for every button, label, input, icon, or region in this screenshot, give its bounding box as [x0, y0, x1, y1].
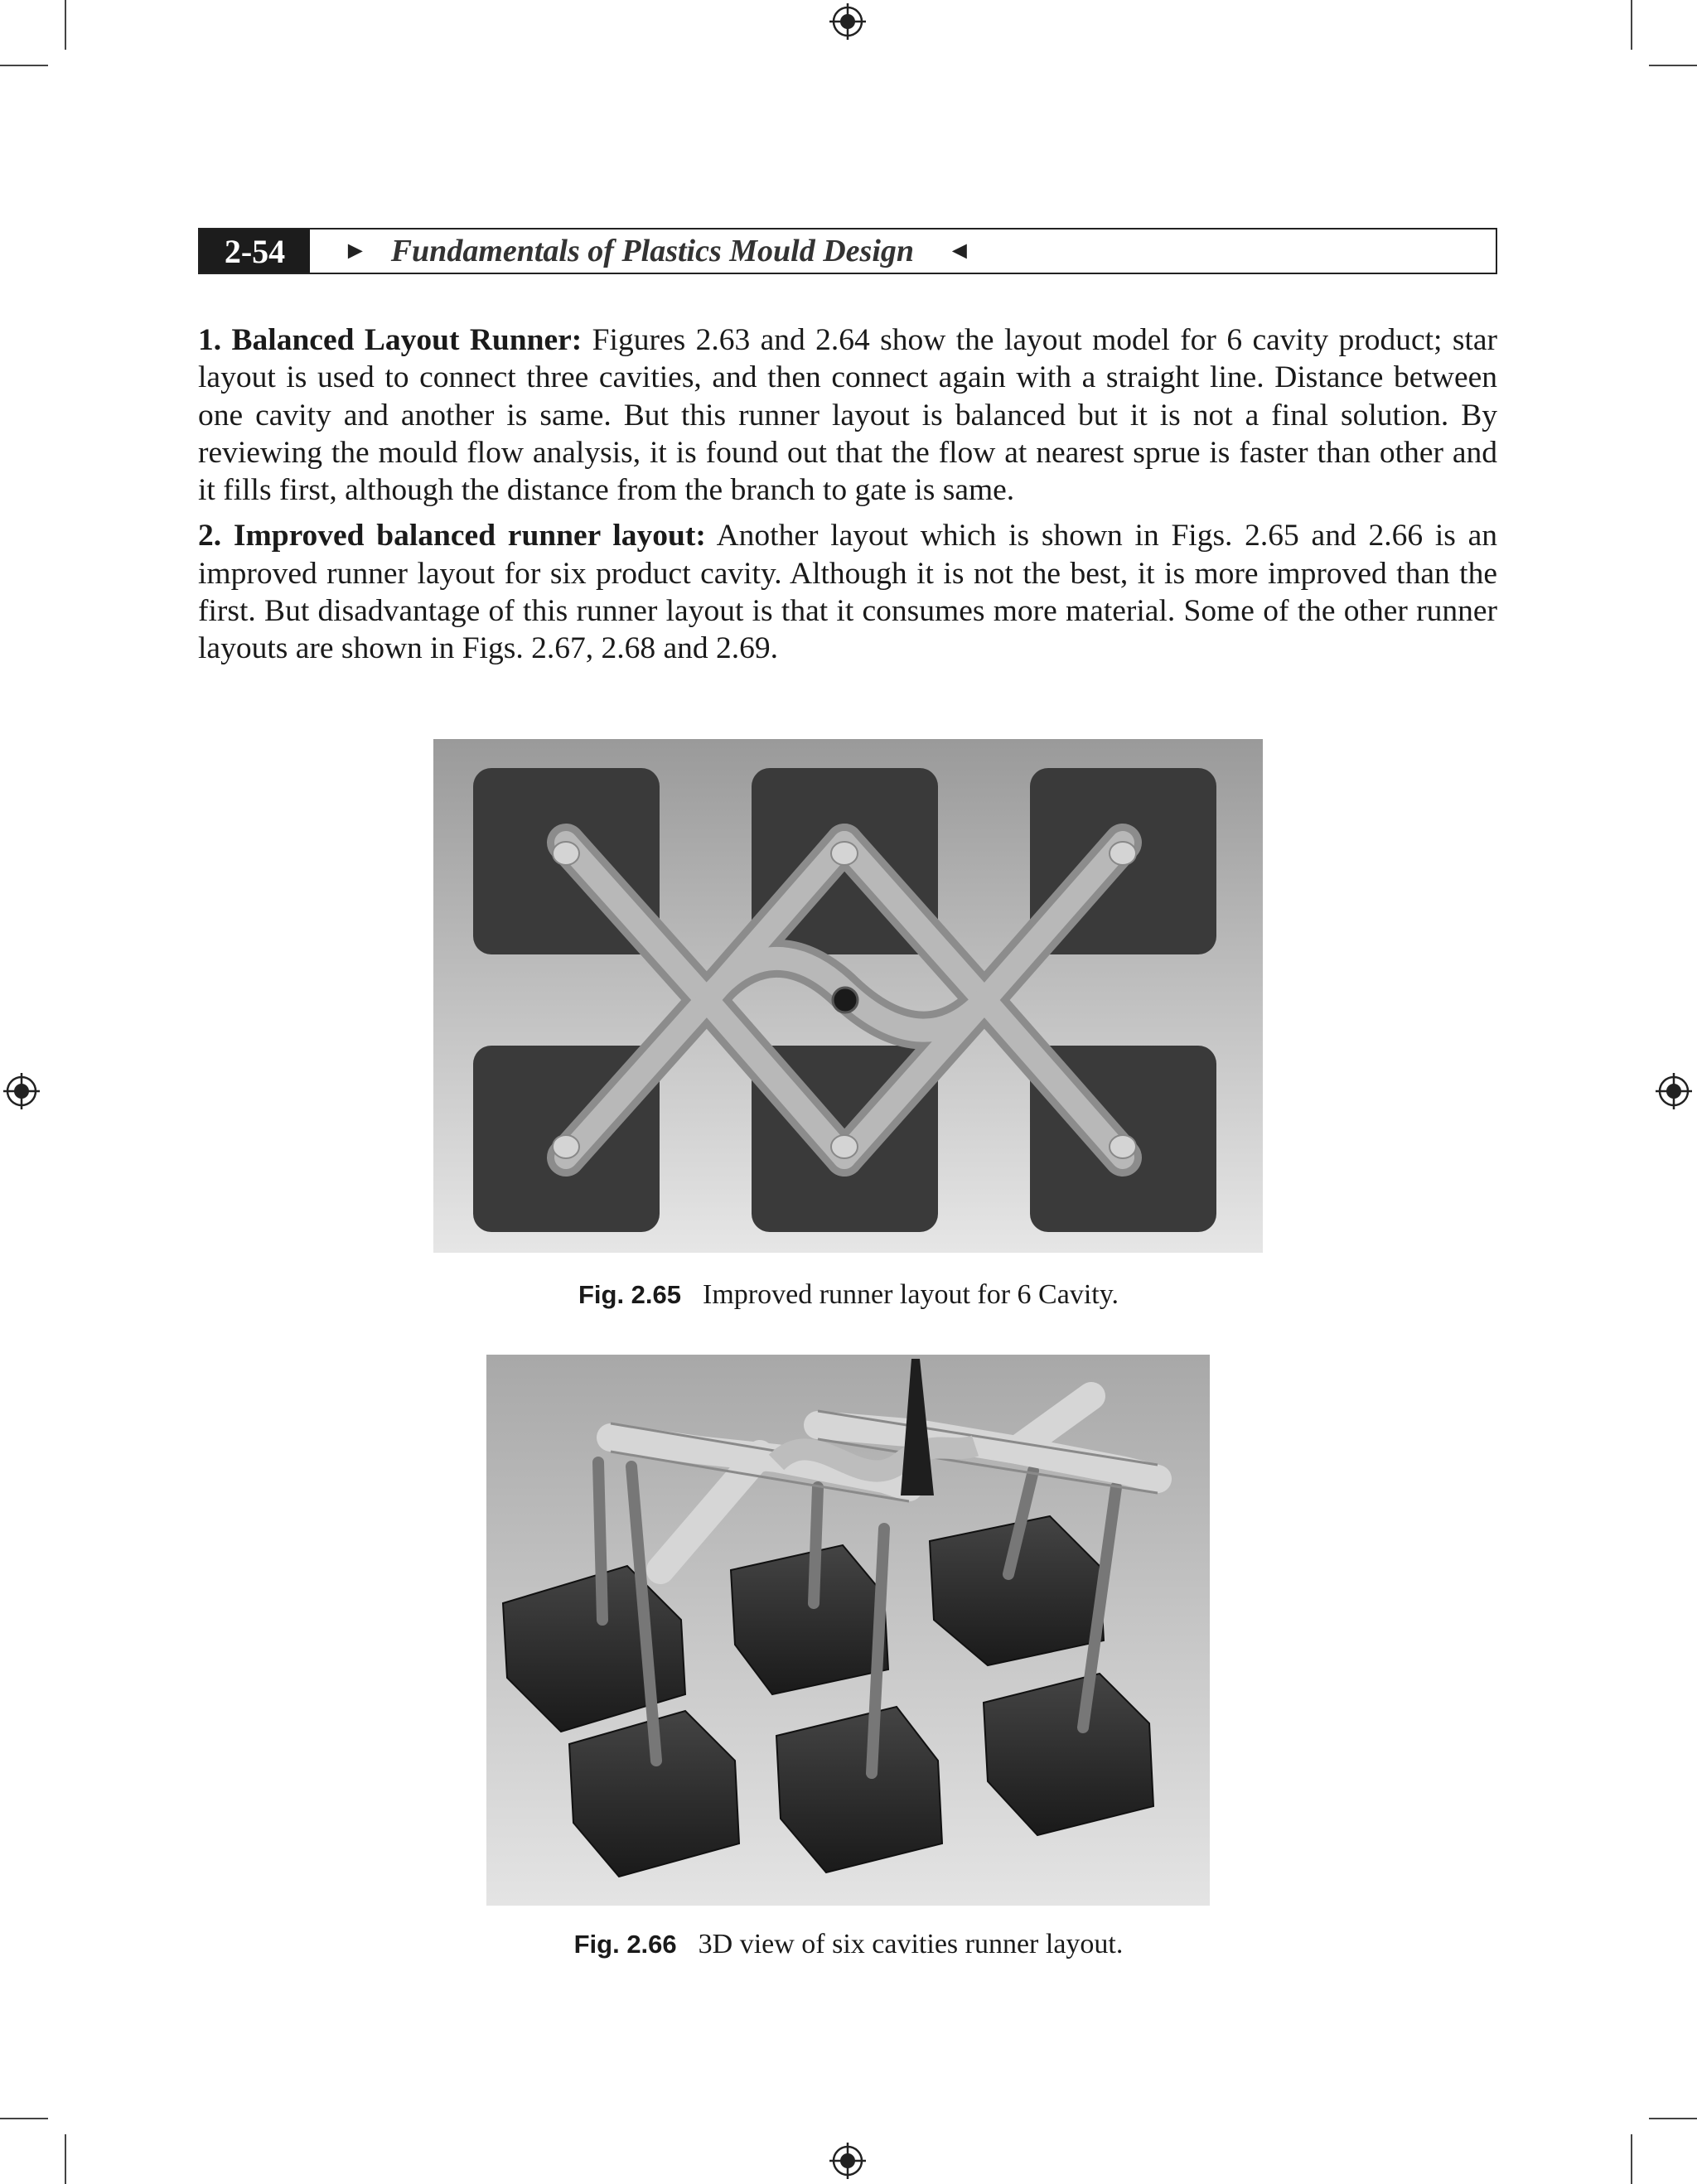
crop-mark: [1631, 2134, 1632, 2184]
figure-2-65-caption: [0, 1279, 1697, 1311]
paragraph-1-text: Figures 2.63 and 2.64 show the layout model for 6 cavity product; star layout is used to connect three cavities, and then connect again with a straight line. Distance between one cavity and another is same. But this runner layout is balanced but it is not a final solution. By reviewing the mould flow analysis, it is found out that the flow at nearest sprue is faster than other and it fills first, although the distance from the branch to gate is same.: [198, 323, 1497, 508]
registration-mark-icon: [829, 3, 866, 40]
figure-caption-text: Improved runner layout for 6 Cavity.: [703, 1279, 1119, 1310]
registration-mark-icon: [1656, 1073, 1692, 1109]
crop-mark: [65, 0, 66, 50]
figure-label: Fig. 2.65: [578, 1280, 682, 1309]
crop-mark: [65, 2134, 66, 2184]
figure-caption-text: 3D view of six cavities runner layout.: [698, 1929, 1124, 1959]
crop-mark: [0, 2118, 48, 2119]
figure-2-65-image: [433, 739, 1263, 1253]
registration-mark-icon: [3, 1073, 40, 1109]
crop-mark: [1649, 65, 1697, 66]
arrow-left-icon: ◄: [947, 237, 972, 264]
crop-mark: [1649, 2118, 1697, 2119]
paragraph-2: [198, 517, 1497, 667]
paragraph-1-heading: 1. Balanced Layout Runner:: [198, 323, 583, 357]
running-header: [198, 228, 1497, 274]
page-number: 2-54: [200, 230, 310, 273]
registration-mark-icon: [829, 2143, 866, 2179]
crop-mark: [1631, 0, 1632, 50]
body-text: [198, 321, 1497, 676]
book-title: Fundamentals of Plastics Mould Design: [390, 234, 915, 268]
paragraph-2-text: Another layout which is shown in Figs. 2.65 and 2.66 is an improved runner layout for six product cavity. Although it is not the best, it is more improved than the first. But disadvantage of this runner layout is that it consumes more material. Some of the other runner layouts are shown in Figs. 2.67, 2.68 and 2.69.: [198, 519, 1497, 666]
arrow-right-icon: ►: [343, 237, 368, 264]
paragraph-2-heading: 2. Improved balanced runner layout:: [198, 519, 706, 553]
paragraph-1: [198, 321, 1497, 509]
figure-2-66-caption: [0, 1929, 1697, 1960]
figure-label: Fig. 2.66: [573, 1930, 677, 1959]
crop-mark: [0, 65, 48, 66]
figure-2-66-image: [486, 1355, 1210, 1906]
